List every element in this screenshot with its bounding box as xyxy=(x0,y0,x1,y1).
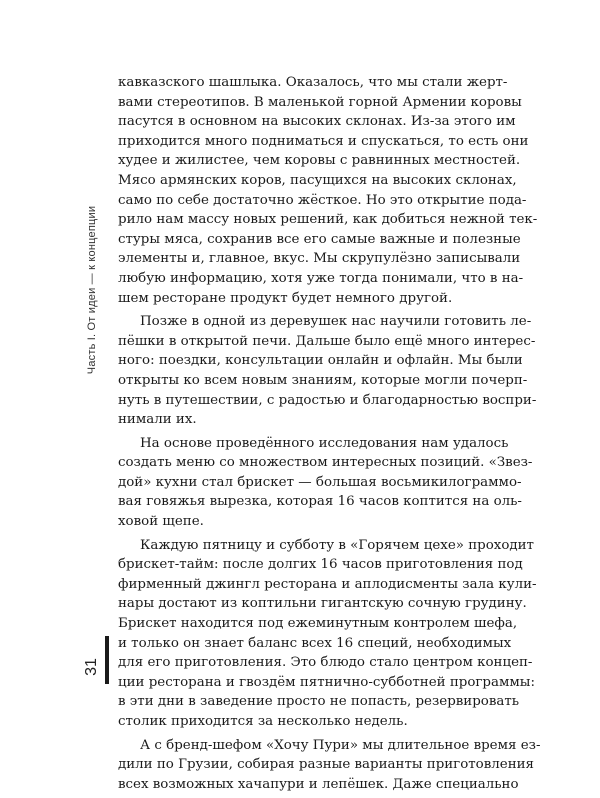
text-line: фирменный джингл ресторана и аплодисменты зала кули- xyxy=(118,576,537,592)
text-line: само по себе достаточно жёсткое. Но это открытие пода- xyxy=(118,192,527,208)
text-line: брискет-тайм: после долгих 16 часов приготовления под xyxy=(118,557,523,573)
text-line: шем ресторане продукт будет немного другой. xyxy=(118,290,453,306)
text-line: рило нам массу новых решений, как добиться нежной тек- xyxy=(118,212,538,228)
page-number-block xyxy=(84,632,114,692)
running-header-text: Часть I. От идеи — к концепции xyxy=(86,205,98,375)
text-line: и только он знает баланс всех 16 специй, необходимых xyxy=(118,635,512,651)
text-line: Позже в одной из деревушек нас научили готовить ле- xyxy=(140,314,532,330)
body-text xyxy=(118,73,541,798)
text-line: любую информацию, хотя уже тогда понимали, что в на- xyxy=(118,270,524,286)
text-line: для его приготовления. Это блюдо стало центром концеп- xyxy=(118,655,533,671)
text-line: вая говяжья вырезка, которая 16 часов коптится на оль- xyxy=(118,494,522,510)
text-line: вами стереотипов. В маленькой горной Армении коровы xyxy=(118,94,522,110)
text-line: нуть в путешествии, с радостью и благодарностью воспри- xyxy=(118,392,537,408)
text-line: худее и жилистее, чем коровы с равнинных местностей. xyxy=(118,153,521,169)
text-line: создать меню со множеством интересных позиций. «Звез- xyxy=(118,455,533,471)
text-line: ховой щепе. xyxy=(118,514,204,530)
text-line: пёшки в открытой печи. Дальше было ещё много интерес- xyxy=(118,333,536,349)
text-line: ции ресторана и гвоздём пятнично-субботней программы: xyxy=(118,674,535,690)
text-line: пасутся в основном на высоких склонах. Из-за этого им xyxy=(118,114,516,130)
text-line: кавказского шашлыка. Оказалось, что мы стали жерт- xyxy=(118,75,508,90)
text-line: ного: поездки, консультации онлайн и офлайн. Мы были xyxy=(118,353,523,369)
paragraph xyxy=(118,736,541,795)
page-number-rule xyxy=(105,636,109,684)
text-line: элементы и, главное, вкус. Мы скрупулёзно записывали xyxy=(118,251,521,267)
paragraph xyxy=(118,536,537,732)
text-line: Каждую пятницу и субботу в «Горячем цехе» проходит xyxy=(140,537,534,553)
paragraph xyxy=(118,73,538,308)
text-line: Брискет находится под ежеминутным контролем шефа, xyxy=(118,616,518,632)
text-line: в эти дни в заведение просто не попасть, резервировать xyxy=(118,694,520,710)
text-line: Мясо армянских коров, пасущихся на высоких склонах, xyxy=(118,172,517,188)
text-line: всех возможных хачапури и лепёшек. Даже специально xyxy=(118,776,519,792)
text-line: На основе проведённого исследования нам удалось xyxy=(140,435,509,451)
text-line: открыты ко всем новым знаниям, которые могли почерп- xyxy=(118,372,528,388)
text-line: стуры мяса, сохранив все его самые важные и полезные xyxy=(118,231,521,247)
text-line: дой» кухни стал брискет — большая восьмикилограммо- xyxy=(118,474,522,490)
paragraph xyxy=(118,434,533,532)
text-line: столик приходится за несколько недель. xyxy=(118,714,408,729)
text-line: А с бренд-шефом «Хочу Пури» мы длительное время ез- xyxy=(140,737,541,753)
text-line: нимали их. xyxy=(118,412,197,428)
text-line: нары достают из коптильни гигантскую сочную грудину. xyxy=(118,596,527,612)
text-line: приходится много подниматься и спускаться, то есть они xyxy=(118,133,529,149)
paragraph xyxy=(118,312,537,430)
text-line: дили по Грузии, собирая разные варианты приготовления xyxy=(118,757,534,773)
page-number: 31 xyxy=(83,658,100,676)
